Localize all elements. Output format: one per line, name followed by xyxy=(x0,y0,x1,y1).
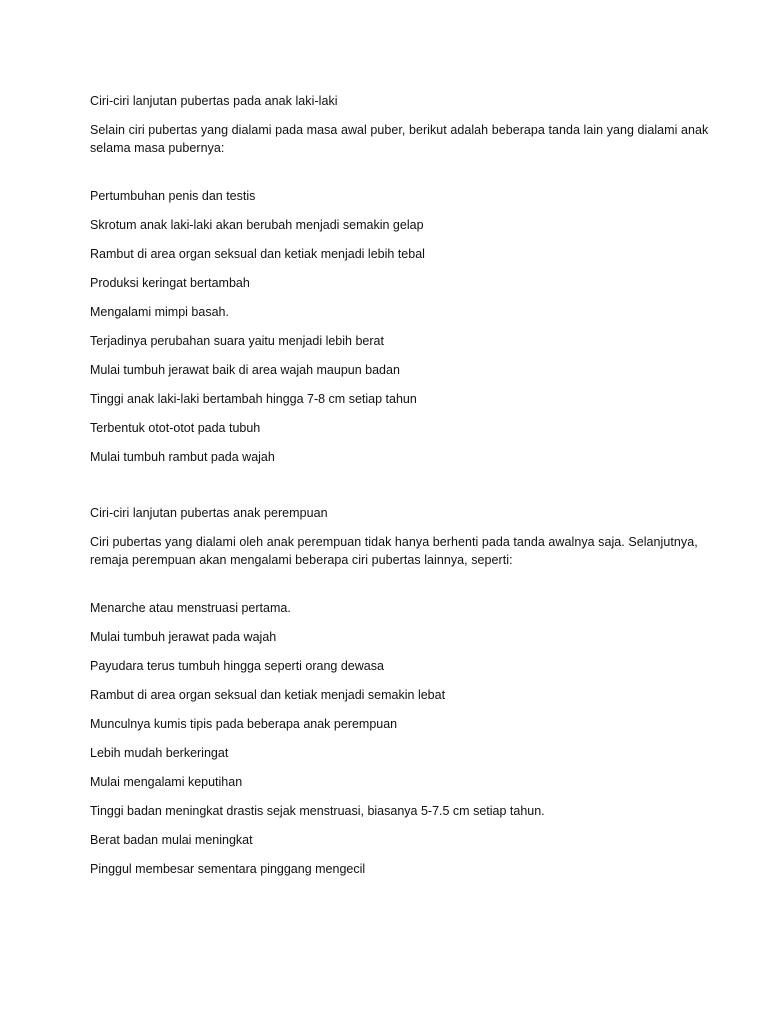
list-item: Lebih mudah berkeringat xyxy=(90,746,229,760)
section-intro: Ciri pubertas yang dialami oleh anak perempuan tidak hanya berhenti pada tanda awalnya saja. Selanjutnya, remaja perempuan akan mengalami beberapa ciri pubertas lainnya, seperti: xyxy=(90,535,698,567)
section-boys xyxy=(90,92,710,466)
item-list xyxy=(90,187,710,466)
document-page xyxy=(90,92,710,889)
list-item: Payudara terus tumbuh hingga seperti orang dewasa xyxy=(90,659,384,673)
list-item: Terbentuk otot-otot pada tubuh xyxy=(90,421,261,435)
list-item: Tinggi anak laki-laki bertambah hingga 7-8 cm setiap tahun xyxy=(90,392,417,406)
list-item: Tinggi badan meningkat drastis sejak menstruasi, biasanya 5-7.5 cm setiap tahun. xyxy=(90,804,545,818)
list-item: Terjadinya perubahan suara yaitu menjadi lebih berat xyxy=(90,334,384,348)
list-item: Mulai tumbuh jerawat pada wajah xyxy=(90,630,277,644)
list-item: Munculnya kumis tipis pada beberapa anak perempuan xyxy=(90,717,398,731)
section-heading: Ciri-ciri lanjutan pubertas pada anak laki-laki xyxy=(90,94,338,108)
list-item: Mulai tumbuh rambut pada wajah xyxy=(90,450,275,464)
section-intro: Selain ciri pubertas yang dialami pada masa awal puber, berikut adalah beberapa tanda lain yang dialami anak selama masa pubernya: xyxy=(90,123,709,155)
list-item: Rambut di area organ seksual dan ketiak menjadi lebih tebal xyxy=(90,247,425,261)
list-item: Mulai tumbuh jerawat baik di area wajah maupun badan xyxy=(90,363,400,377)
list-item: Mengalami mimpi basah. xyxy=(90,305,229,319)
item-list xyxy=(90,599,710,878)
list-item: Mulai mengalami keputihan xyxy=(90,775,243,789)
section-heading: Ciri-ciri lanjutan pubertas anak perempuan xyxy=(90,506,328,520)
list-item: Pertumbuhan penis dan testis xyxy=(90,189,256,203)
section-girls xyxy=(90,504,710,878)
section-spacer xyxy=(90,477,710,504)
list-item: Menarche atau menstruasi pertama. xyxy=(90,601,291,615)
list-item: Pinggul membesar sementara pinggang mengecil xyxy=(90,862,366,876)
list-item: Rambut di area organ seksual dan ketiak menjadi semakin lebat xyxy=(90,688,446,702)
list-item: Produksi keringat bertambah xyxy=(90,276,250,290)
list-item: Skrotum anak laki-laki akan berubah menjadi semakin gelap xyxy=(90,218,424,232)
list-item: Berat badan mulai meningkat xyxy=(90,833,253,847)
